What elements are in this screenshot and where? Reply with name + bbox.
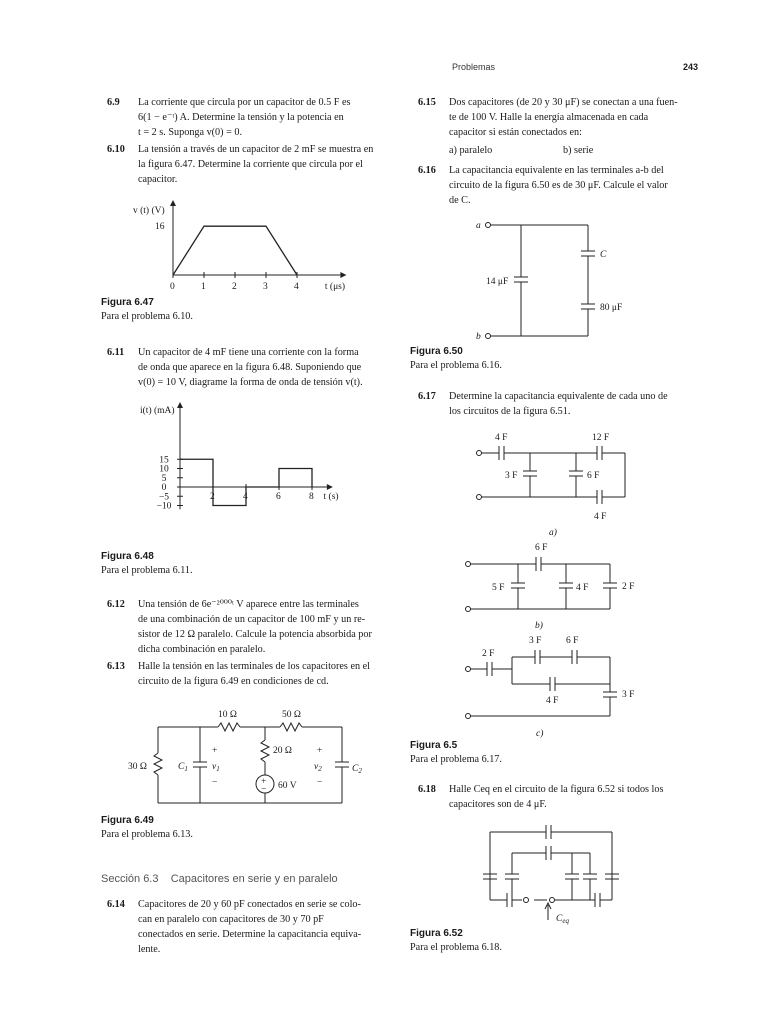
figure-6-51a-circuit — [465, 428, 645, 538]
figure-6-51c-circuit — [462, 632, 662, 740]
y-axis-label: v (t) (V) — [133, 206, 165, 216]
resistor-30-label: 30 Ω — [128, 762, 147, 772]
problem-line: La capacitancia equivalente en las terminales a-b del — [449, 165, 664, 176]
problem-number: 6.17 — [418, 391, 436, 402]
problem-number: 6.9 — [107, 97, 120, 108]
problem-line: La tensión a través de un capacitor de 2 mF se muestra en — [138, 144, 374, 155]
y-axis-arrow — [177, 402, 183, 408]
y-tick-label: 16 — [155, 222, 165, 233]
subfigure-b-label: b) — [535, 621, 543, 631]
figure-6-50-caption: Para el problema 6.16. — [410, 360, 502, 371]
problem-line: t = 2 s. Suponga v(0) = 0. — [138, 127, 243, 138]
problem-number: 6.13 — [107, 661, 125, 672]
cap-14uf-label: 14 μF — [486, 277, 509, 287]
option-a: a) paralelo — [449, 145, 493, 156]
y-tick-label: 0 — [161, 483, 167, 493]
x-tick-label: 2 — [232, 282, 237, 292]
ceq-label — [556, 914, 569, 925]
figure-6-50-circuit — [470, 215, 660, 345]
x-axis-arrow — [340, 272, 346, 278]
problem-line: Dos capacitores (de 20 y 30 μF) se conectan a una fuen- — [449, 97, 678, 108]
c1-subscript: 1 — [184, 765, 188, 773]
cap-c-label: C — [600, 250, 607, 260]
problem-line: v(0) = 10 V, diagrame la forma de onda de tensión v(t). — [138, 377, 363, 388]
ceq-subscript: eq — [562, 917, 569, 925]
y-tick-label: −10 — [156, 501, 172, 512]
x-tick-label: 8 — [309, 492, 314, 502]
subfigure-a-label: a) — [549, 528, 557, 538]
problem-line: capacitores son de 4 μF. — [449, 799, 547, 810]
figure-6-47-chart — [100, 198, 360, 298]
problem-line: los circuitos de la figura 6.51. — [449, 406, 571, 417]
v1-symbol: v — [212, 762, 217, 772]
problem-number: 6.10 — [107, 144, 125, 155]
running-header-section: Problemas — [452, 62, 496, 72]
problem-line: te de 100 V. Halle la energía almacenada en cada — [449, 112, 649, 123]
cap-6f-label: 6 F — [587, 471, 600, 481]
c1-label — [178, 762, 188, 773]
v1-label — [212, 762, 220, 773]
cap-12f-label: 12 F — [592, 433, 610, 443]
figure-6-50-title: Figura 6.50 — [410, 346, 463, 357]
cap-5f-label: 5 F — [492, 583, 505, 593]
section-heading: Sección 6.3 Capacitores en serie y en paralelo — [101, 873, 338, 885]
v2-subscript: 2 — [318, 765, 322, 773]
problem-line: de onda que aparece en la figura 6.48. Suponiendo que — [138, 362, 362, 373]
x-axis-label: t (s) — [323, 492, 339, 502]
v1-plus: + — [212, 746, 218, 756]
figure-6-52-title: Figura 6.52 — [410, 928, 463, 939]
page-number: 243 — [683, 62, 699, 72]
cap-4f-label: 4 F — [546, 696, 559, 706]
figure-6-47-title: Figura 6.47 — [101, 297, 154, 308]
y-tick-label: 15 — [159, 455, 169, 466]
problem-line: conectados en serie. Determine la capacitancia equiva- — [138, 929, 362, 940]
cap-3f-label: 3 F — [505, 471, 518, 481]
v2-symbol: v — [314, 762, 319, 772]
cap-80uf-label: 80 μF — [600, 303, 623, 313]
figure-6-52-caption: Para el problema 6.18. — [410, 942, 502, 953]
problem-line: la figura 6.47. Determine la corriente que circula por el — [138, 159, 363, 170]
problem-line: circuito de la figura 6.50 es de 30 μF. Calcule el valor — [449, 180, 668, 191]
figure-6-49-circuit — [120, 705, 370, 810]
problem-line: lente. — [138, 944, 161, 955]
problem-line: circuito de la figura 6.49 en condiciones de cd. — [138, 676, 329, 687]
figure-6-49-caption: Para el problema 6.13. — [101, 829, 193, 840]
figure-6-48-caption: Para el problema 6.11. — [101, 565, 193, 576]
y-tick-label: −5 — [158, 492, 170, 503]
problem-line: Una tensión de 6e⁻²⁰⁰⁰ᵗ V aparece entre las terminales — [138, 599, 359, 610]
problem-line: 6(1 − e⁻ᵗ) A. Determine la tensión y la potencia en — [138, 112, 344, 123]
problem-line: can en paralelo con capacitores de 30 y 70 pF — [138, 914, 324, 925]
x-axis-label: t (μs) — [324, 282, 346, 292]
v2-label — [314, 762, 322, 773]
problem-line: de una combinación de un capacitor de 100 mF y un re- — [138, 614, 366, 625]
c2-symbol: C — [352, 764, 359, 774]
problem-line: sistor de 12 Ω paralelo. Calcule la potencia absorbida por — [138, 629, 372, 640]
terminal-a: a — [476, 221, 481, 231]
y-axis-label: i(t) (mA) — [140, 406, 175, 416]
problem-line: Halle Ceq en el circuito de la figura 6.52 si todos los — [449, 784, 664, 795]
v1-minus: − — [212, 778, 218, 788]
figure-6-52-circuit — [482, 822, 622, 926]
problem-line: Capacitores de 20 y 60 pF conectados en serie se colo- — [138, 899, 361, 910]
x-tick-label: 4 — [243, 492, 248, 502]
figure-6-48-chart — [100, 400, 360, 540]
option-b: b) serie — [563, 145, 594, 156]
cap-6f-label: 6 F — [535, 543, 548, 553]
problem-number: 6.15 — [418, 97, 436, 108]
resistor-10-label: 10 Ω — [218, 710, 237, 720]
x-tick-label: 3 — [263, 282, 268, 292]
y-tick-label: 5 — [161, 473, 167, 484]
problem-line: Halle la tensión en las terminales de los capacitores en el — [138, 661, 370, 672]
v2-plus: + — [317, 746, 323, 756]
source-minus: − — [261, 785, 267, 795]
problem-number: 6.12 — [107, 599, 125, 610]
problem-line: de C. — [449, 195, 471, 206]
subfigure-c-label: c) — [536, 729, 544, 739]
figure-6-51-caption: Para el problema 6.17. — [410, 754, 502, 765]
cap-2f-label: 2 F — [622, 582, 635, 592]
problem-number: 6.16 — [418, 165, 436, 176]
cap-4f-bottom-label: 4 F — [594, 512, 607, 522]
cap-4f-label: 4 F — [576, 583, 589, 593]
c2-label — [352, 764, 362, 775]
figure-6-47-caption: Para el problema 6.10. — [101, 311, 193, 322]
resistor-50-label: 50 Ω — [282, 710, 301, 720]
x-tick-label: 0 — [170, 282, 175, 292]
figure-6-51b-circuit — [462, 540, 662, 630]
problem-line: capacitor si están conectados en: — [449, 127, 582, 138]
cap-3f-label: 3 F — [529, 636, 542, 646]
c1-symbol: C — [178, 762, 185, 772]
source-plus: + — [261, 777, 267, 787]
ceq-symbol: C — [556, 914, 563, 924]
problem-line: Un capacitor de 4 mF tiene una corriente con la forma — [138, 347, 359, 358]
x-tick-label: 4 — [294, 282, 299, 292]
problem-line: capacitor. — [138, 174, 178, 185]
source-60v-label: 60 V — [278, 781, 297, 791]
problem-number: 6.14 — [107, 899, 125, 910]
problem-line: dicha combinación en paralelo. — [138, 644, 266, 655]
x-axis-arrow — [327, 484, 333, 490]
resistor-20-label: 20 Ω — [273, 746, 292, 756]
x-tick-label: 6 — [276, 492, 281, 502]
y-tick-label: 10 — [159, 464, 169, 475]
v1-subscript: 1 — [216, 765, 220, 773]
x-tick-label: 1 — [201, 282, 206, 292]
problem-line: La corriente que circula por un capacitor de 0.5 F es — [138, 97, 351, 108]
cap-3f-right-label: 3 F — [622, 690, 635, 700]
x-tick-label: 2 — [210, 492, 215, 502]
figure-6-49-title: Figura 6.49 — [101, 815, 154, 826]
y-axis-arrow — [170, 200, 176, 206]
problem-line: Determine la capacitancia equivalente de cada uno de — [449, 391, 668, 402]
v2-minus: − — [317, 778, 323, 788]
terminal-b: b — [476, 332, 481, 342]
c2-subscript: 2 — [358, 767, 362, 775]
series-line — [173, 226, 297, 275]
figure-6-51-title: Figura 6.5 — [410, 740, 458, 751]
cap-4f-label: 4 F — [495, 433, 508, 443]
figure-6-48-title: Figura 6.48 — [101, 551, 154, 562]
problem-number: 6.11 — [107, 347, 125, 358]
cap-6f-label: 6 F — [566, 636, 579, 646]
cap-2f-label: 2 F — [482, 649, 495, 659]
problem-number: 6.18 — [418, 784, 436, 795]
